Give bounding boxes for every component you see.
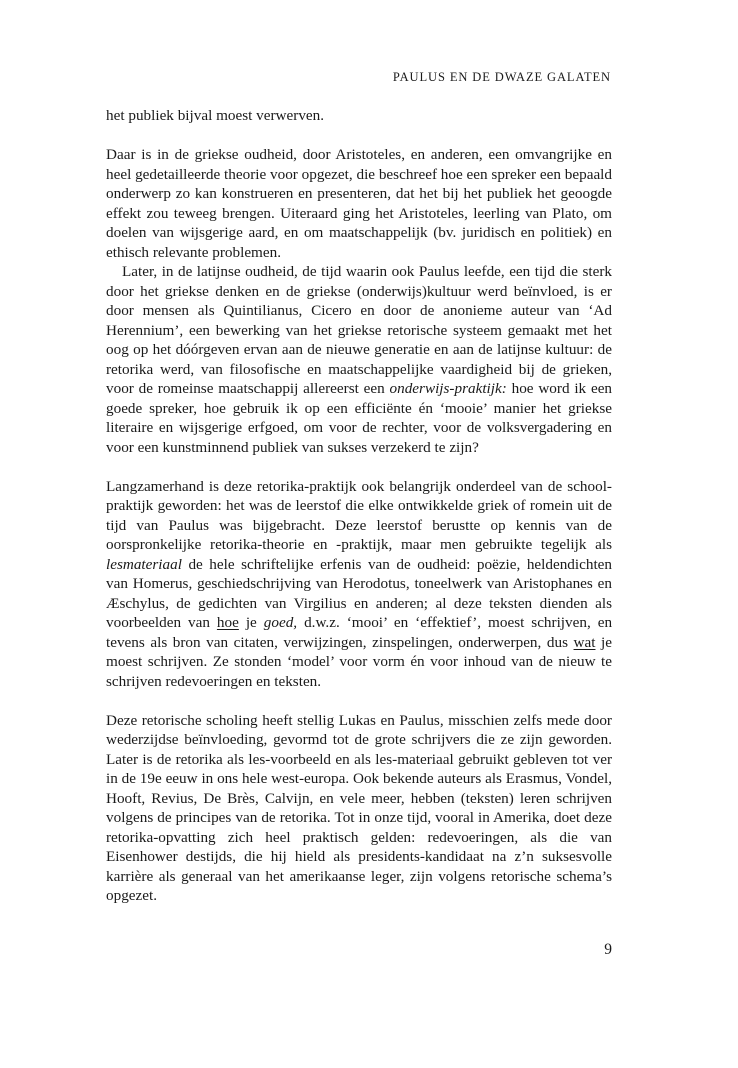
paragraph-2: Daar is in de griekse oudheid, door Aristoteles, en anderen, een omvangrijke en heel gedetailleerde theorie voor opgezet, die beschreef hoe een spreker een bepaald onderwerp zo kan konstrueren en presenteren, dat het bij het publiek het geoogde effekt zou teweeg brengen. Uiteraard ging het Aristoteles, leerling van Plato, om doelen van wijsgerige aard, en om maatschappelijk (bv. juridisch en politiek) en ethisch relevante problemen. bbox=[106, 146, 612, 261]
paragraph-3 bbox=[106, 262, 612, 457]
paragraph-1: het publiek bijval moest verwerven. bbox=[106, 107, 325, 124]
body-text bbox=[106, 106, 612, 906]
paragraph-3-part-a: Later, in de latijnse oudheid, de tijd waarin ook Paulus leefde, een tijd die sterk door het griekse denken en de griekse (onderwijs)kultuur werd beïnvloed, is er door mensen als Quintilianus, Cicero en door de anonieme auteur van ‘Ad Herennium’, een bewerking van het griekse retorische systeem gemaakt met het oog op het dóórgeven ervan aan de nieuwe generatie en aan de latijnse kultuur: de retorika werd, van filosofische en maatschappelijke vaardigheid bij de grieken, voor de romeinse maatschappij allereerst een bbox=[106, 263, 612, 397]
page-number: 9 bbox=[604, 941, 612, 958]
paragraph-4-part-e: je moest schrijven. Ze stonden ‘model’ voor vorm én voor inhoud van de nieuw te schrijven redevoeringen en teksten. bbox=[106, 633, 613, 690]
emphasis-onderwijs-praktijk: onderwijs-praktijk: bbox=[389, 380, 507, 397]
running-head: PAULUS EN DE DWAZE GALATEN bbox=[392, 70, 611, 84]
paragraph-3-part-b: hoe word ik een goede spreker, hoe gebruik ik op een efficiënte én ‘mooie’ manier het griekse literaire en wijsgerige erfgoed, om voor de rechter, voor de volksvergadering en voor een kunstminnend publiek van sukses verzekerd te zijn? bbox=[106, 380, 613, 456]
emphasis-goed: goed, bbox=[263, 614, 298, 631]
paragraph-4-part-a: Langzamerhand is deze retorika-praktijk ook belangrijk onderdeel van de school-praktijk geworden: het was de leerstof die elke ontwikkelde griek of romein uit de tijd van Paulus was bijgebracht. Deze leerstof berustte op kennis van de oorspronkelijke retorika-theorie en -praktijk, maar men gebruikte tegelijk als bbox=[106, 477, 612, 553]
paragraph-4-part-c: je bbox=[245, 614, 257, 631]
paragraph-4-part-d: d.w.z. ‘mooi’ en ‘effektief’, moest schrijven, en tevens als bron van citaten, verwijzingen, zinspelingen, onderwerpen, dus bbox=[106, 614, 613, 651]
paragraph-4-part-b: de hele schriftelijke erfenis van de oudheid: poëzie, heldendichten van Homerus, geschiedschrijving van Herodotus, toneelwerk van Aristophanes en Æschylus, de gedichten van Virgilius en anderen; al deze teksten dienden als voorbeelden van bbox=[106, 555, 613, 631]
emphasis-lesmateriaal: lesmateriaal bbox=[106, 555, 182, 573]
underlined-hoe: hoe bbox=[216, 614, 239, 631]
paragraph-5: Deze retorische scholing heeft stellig Lukas en Paulus, misschien zelfs mede door wederzijdse beïnvloeding, gevormd tot de grote schrijvers die ze zijn geworden. Later is de retorika als les-voorbeeld en als les-materiaal gebruikt gebleven tot ver in de 19e eeuw in ons hele west-europa. Ook bekende auteurs als Erasmus, Vondel, Hooft, Revius, De Brès, Calvijn, en vele meer, hebben (teksten) leren schrijven volgens de principes van de retorika. Tot in onze tijd, vooral in Amerika, doet deze retorika-opvatting zich heel praktisch gelden: redevoeringen, als die van Eisenhower destijds, die hij hield als presidents-kandidaat na z’n suksesvolle karrière als generaal van het amerikaanse leger, zijn volgens retorische schema’s opgezet. bbox=[106, 711, 612, 904]
underlined-wat: wat bbox=[573, 633, 596, 651]
paragraph-4 bbox=[106, 477, 612, 692]
